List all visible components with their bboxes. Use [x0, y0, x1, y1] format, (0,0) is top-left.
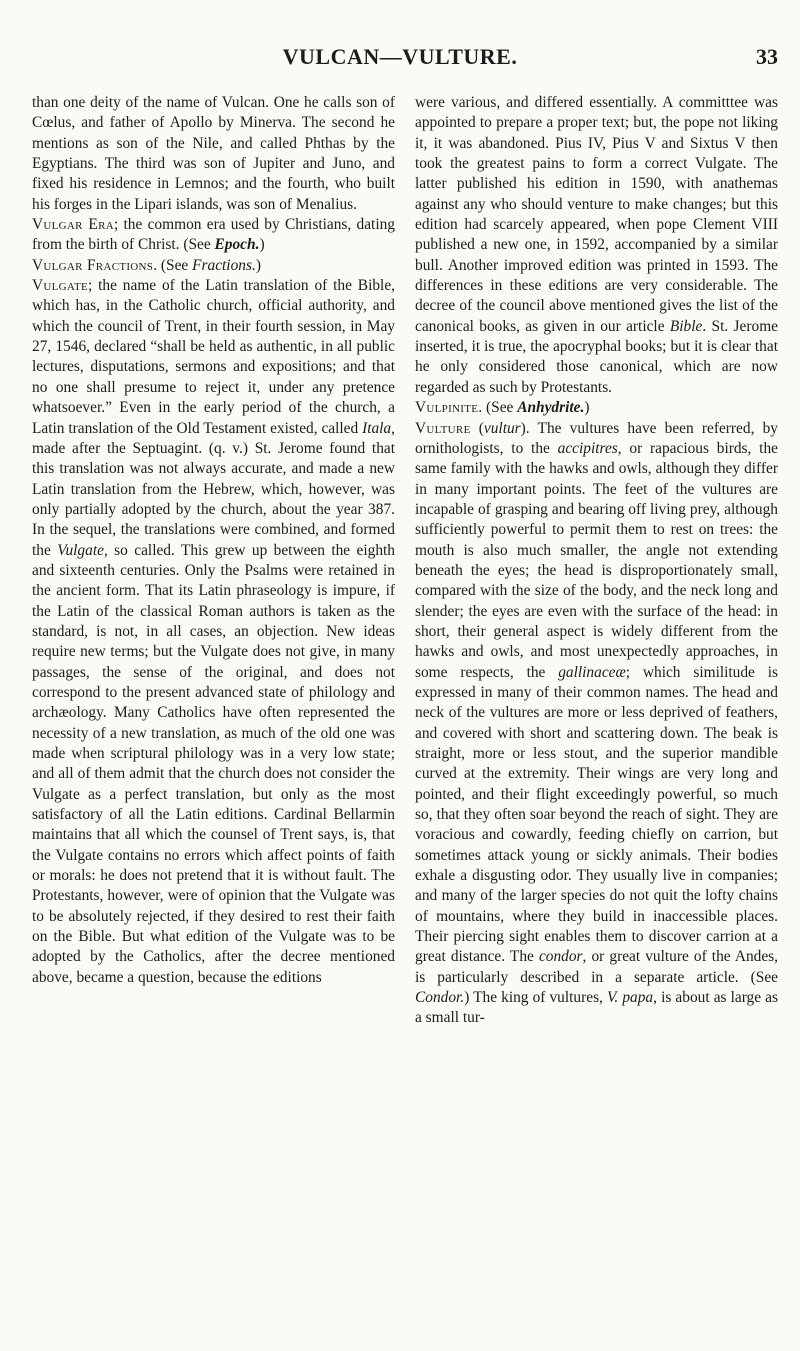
entry-text: ; the name of the Latin translation of the Bible, which has, in the Catholic church, official authority, and which the council of Trent, in their fourth session, in May 27, 1546, declared “shall be held as authentic, in all public lectures, disputations, sermons and expositions; and that no one shall presume to reject it, under any pretence whatsoever.” Even in the early period of the church, a Latin translation of the Old Testament existed, called	[32, 277, 395, 437]
entry-text: ) The king of vultures,	[464, 989, 607, 1007]
running-head	[0, 44, 800, 74]
entry-text: )	[255, 256, 261, 274]
headword-vulgate: Vulgate	[32, 277, 88, 295]
cross-reference-epoch: Epoch.	[214, 236, 260, 254]
entry-vulgar-era	[32, 215, 395, 256]
headword-vulpinite: Vulpinite	[415, 399, 479, 417]
left-column	[32, 93, 395, 988]
entry-text: , or rapacious birds, the same family with the hawks and owls, although they differ in many important points. The feet of the vultures are incapable of grasping and bearing off living prey, although sufficiently powerful to permit them to rest on trees: the mouth is also much smaller, the angle not extending beneath the eyes; the head is disproportionately small, compared with the size of the body, and the neck long and slender; the eyes are even with the surface of the head: in short, their general aspect is widely different from the hawks and owls, and most unexpectedly approaches, in some respects, the	[415, 439, 778, 681]
entry-text: , made after the Septuagint. (q. v.) St. Jerome found that this translation was not always accurate, and made a new Latin translation from the Hebrew, which, however, was only partially adopted by the church, about the year 387. In the sequel, the translations were combined, and formed the	[32, 419, 395, 559]
cross-reference-anhydrite: Anhydrite.	[517, 399, 585, 417]
entry-text: ; the common era used by Christians, dating from the birth of Christ. (See	[32, 216, 395, 254]
running-head-title: VULCAN—VULTURE.	[282, 44, 518, 69]
entry-text: ). The vultures have been referred, by ornithologists, to the	[415, 419, 778, 457]
term-itala: Itala	[362, 419, 392, 437]
term-vulgate: Vulgate	[57, 541, 104, 559]
entry-text: ; which similitude is expressed in many of their common names. The head and neck of the vultures are more or less deprived of feathers, and covered with short and scattering down. The beak is straight, more or less stout, and the superior mandible curved at the extremity. Their wings are very long and pointed, and their flight exceedingly powerful, so much so, that they often soar beyond the reach of sight. They are voracious and cowardly, feeding chiefly on carrion, but sometimes attack young or sickly animals. Their bodies exhale a disgusting odor. They usually live in companies; and many of the larger species do not quit the lofty chains of mountains, where they build in inaccessible places. Their piercing sight enables them to discover carrion at a great distance. The	[415, 663, 778, 966]
entry-vulgate	[32, 276, 395, 988]
entry-text: )	[259, 236, 265, 254]
headword-vulgar-fractions: Vulgar Fractions	[32, 256, 154, 274]
cross-reference-bible: Bible	[669, 317, 703, 335]
paragraph-vulgate-continued	[415, 93, 778, 398]
term-gallinaceae: gallinaceæ	[558, 663, 626, 681]
right-column	[415, 93, 778, 1029]
cross-reference-fractions: Fractions.	[192, 256, 256, 274]
entry-text: , is about as large as a small tur-	[415, 989, 778, 1027]
entry-vulture	[415, 419, 778, 1029]
term-accipitres: accipitres	[557, 439, 618, 457]
entry-text: )	[584, 399, 590, 417]
headword-vulture: Vulture	[415, 419, 471, 437]
entry-text: . (See	[478, 399, 518, 417]
term-v-papa: V. papa	[607, 989, 654, 1007]
headword-vulgar-era: Vulgar Era	[32, 216, 114, 234]
entry-text: , so called. This grew up between the eighth and sixteenth centuries. Only the Psalms were retained in the ancient form. That its Latin phraseology is impure, if the Latin of the classical Roman authors is taken as the standard, is not, in all cases, an objection. New ideas require new terms; but the Vulgate does not give, in many passages, the sense of the original, and does not correspond to the present advanced state of philology and archæology. Many Catholics have often represented the necessity of a new translation, as much of the old one was made when scriptural philology was in a very low state; and all of them admit that the church does not consider the Vulgate as a perfect translation, but only as the most satisfactory of all the Latin editions. Cardinal Bellarmin maintains that all which the counsel of Trent says, is, that the Vulgate contains no errors which affect points of faith or morals: he does not pretend that it is without fault. The Protestants, however, were of opinion that the Vulgate was to be absolutely rejected, if they desired to rest their faith on the Bible. But what edition of the Vulgate was to be adopted by the Catholics, after the decree mentioned above, became a question, because the editions	[32, 541, 395, 986]
entry-vulpinite	[415, 398, 778, 418]
entry-text: . St. Jerome inserted, it is true, the apocryphal books; but it is clear that he only considered those canonical, which are now regarded as such by Protestants.	[415, 317, 779, 396]
entry-text: were various, and differed essentially. A committtee was appointed to prepare a proper text; but, the pope not liking it, it was abandoned. Pius IV, Pius V and Sixtus V then took the greatest pains to form a correct Vulgate. The latter published his edition in 1590, with anathemas against any who should venture to make changes; but this edition had scarcely appeared, when pope Clement VIII published a new one, in 1592, accompanied by a similar bull. Another improved edition was printed in 1593. The differences in these editions are very considerable. The decree of the council above mentioned gives the list of the canonical books, as given in our article	[415, 94, 778, 335]
entry-text: . (See	[153, 256, 193, 274]
paragraph-vulcan-continued: than one deity of the name of Vulcan. One he calls son of Cœlus, and father of Apollo by Minerva. The second he mentions as son of the Nile, and called Phthas by the Egyptians. The third was son of Jupiter and Juno, and fixed his residence in Lemnos; and the fourth, who built his forges in the Lipari islands, was son of Menalius.	[32, 94, 395, 213]
entry-text: , or great vulture of the Andes, is particularly described in a separate article. (See	[415, 948, 778, 986]
entry-text: (	[470, 419, 484, 437]
term-vultur: vultur	[483, 419, 521, 437]
entry-vulgar-fractions	[32, 256, 395, 276]
page-number: 33	[756, 44, 778, 69]
term-condor: condor	[538, 948, 583, 966]
cross-reference-condor: Condor.	[415, 989, 465, 1007]
